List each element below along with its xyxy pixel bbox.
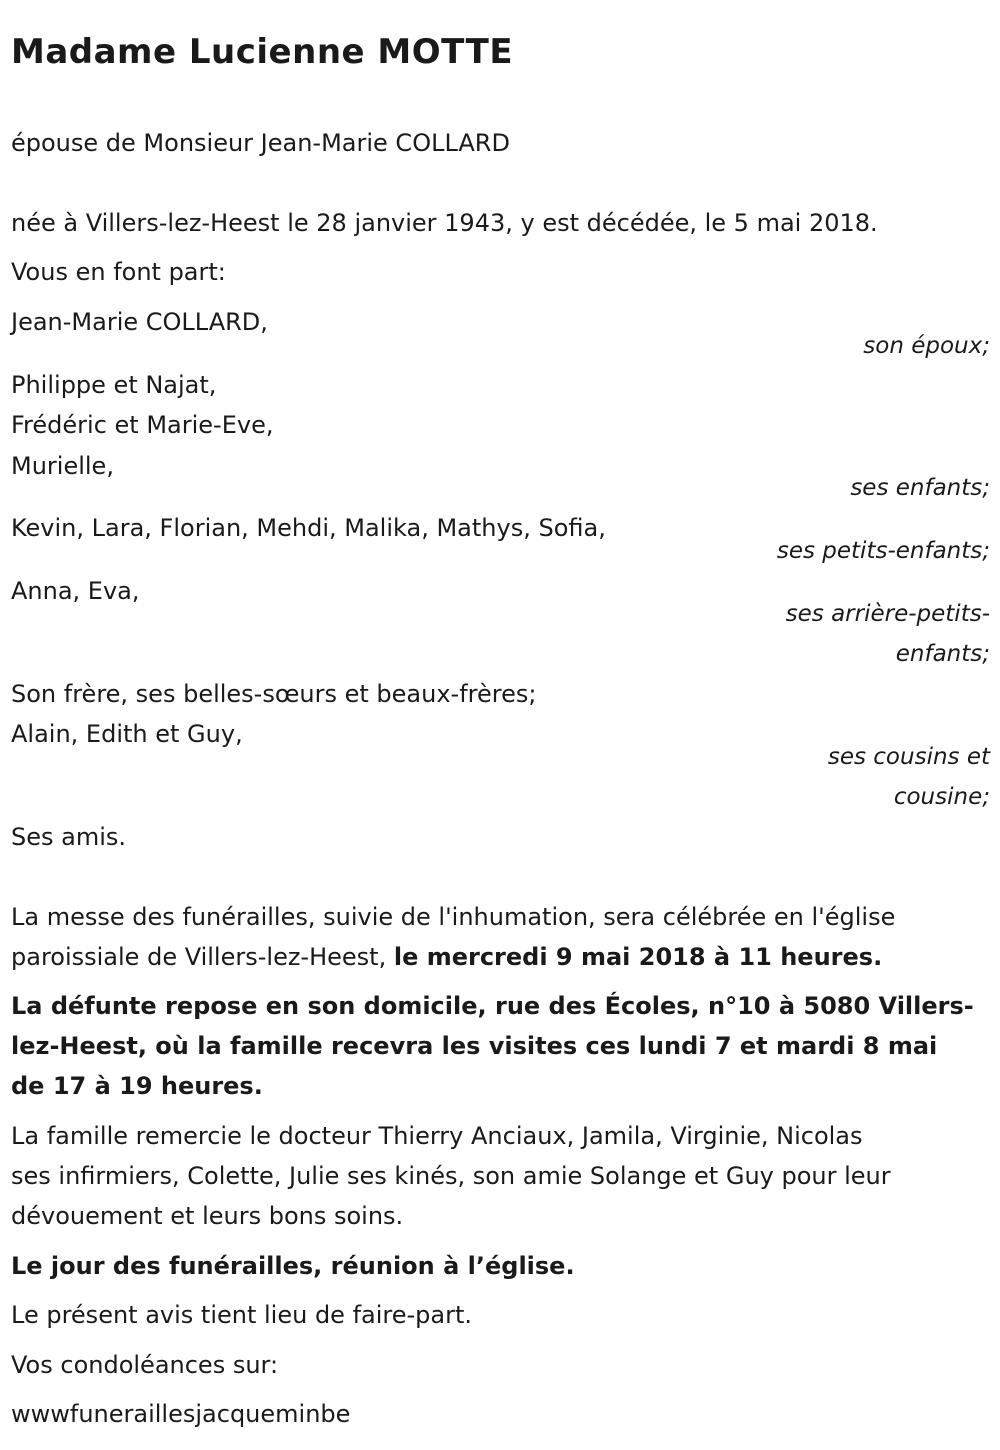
husband-role: son époux; (863, 333, 990, 359)
child-2: Frédéric et Marie-Eve, (11, 411, 274, 439)
great-grandchildren-role-1: ses arrière-petits- (785, 601, 990, 627)
husband-name: Jean-Marie COLLARD, (11, 308, 268, 336)
children-role: ses enfants; (850, 475, 990, 501)
cousins-role-1: ses cousins et (827, 744, 990, 770)
thanks-line-3: dévouement et leurs bons soins. (11, 1202, 404, 1230)
grandchildren-role: ses petits-enfants; (776, 538, 990, 564)
notice-line: Le présent avis tient lieu de faire-part. (11, 1301, 473, 1329)
great-grandchildren-names: Anna, Eva, (11, 577, 140, 605)
friends-line: Ses amis. (11, 823, 127, 851)
siblings-line: Son frère, ses belles-sœurs et beaux-frères; (11, 680, 537, 708)
website-link[interactable]: wwwfuneraillesjacqueminbe (11, 1400, 351, 1428)
cousins-names: Alain, Edith et Guy, (11, 720, 243, 748)
child-1: Philippe et Najat, (11, 371, 217, 399)
birth-death-line: née à Villers-lez-Heest le 28 janvier 1943, y est décédée, le 5 mai 2018. (11, 209, 878, 237)
mass-date-time: le mercredi 9 mai 2018 à 11 heures. (393, 943, 883, 971)
rest-line-3: de 17 à 19 heures. (11, 1072, 263, 1100)
condolences-label: Vos condoléances sur: (11, 1351, 279, 1379)
rest-line-1: La défunte repose en son domicile, rue des Écoles, n°10 à 5080 Villers- (11, 992, 974, 1020)
mass-line-1: La messe des funérailles, suivie de l'inhumation, sera célébrée en l'église (11, 903, 896, 931)
mass-line-2 (11, 937, 882, 977)
cousins-role-2: cousine; (893, 784, 990, 810)
spouse-line: épouse de Monsieur Jean-Marie COLLARD (11, 129, 510, 157)
grandchildren-names: Kevin, Lara, Florian, Mehdi, Malika, Mathys, Sofia, (11, 514, 606, 542)
meeting-line: Le jour des funérailles, réunion à l’église. (11, 1252, 575, 1280)
great-grandchildren-role-2: enfants; (895, 641, 990, 667)
deceased-name-title: Madame Lucienne MOTTE (11, 32, 514, 72)
announce-line: Vous en font part: (11, 258, 226, 286)
rest-line-2: lez-Heest, où la famille recevra les visites ces lundi 7 et mardi 8 mai (11, 1032, 938, 1060)
thanks-line-1: La famille remercie le docteur Thierry Anciaux, Jamila, Virginie, Nicolas (11, 1122, 863, 1150)
mass-church-text: paroissiale de Villers-lez-Heest, (11, 943, 394, 971)
thanks-line-2: ses infirmiers, Colette, Julie ses kinés, son amie Solange et Guy pour leur (11, 1162, 891, 1190)
child-3: Murielle, (11, 452, 114, 480)
